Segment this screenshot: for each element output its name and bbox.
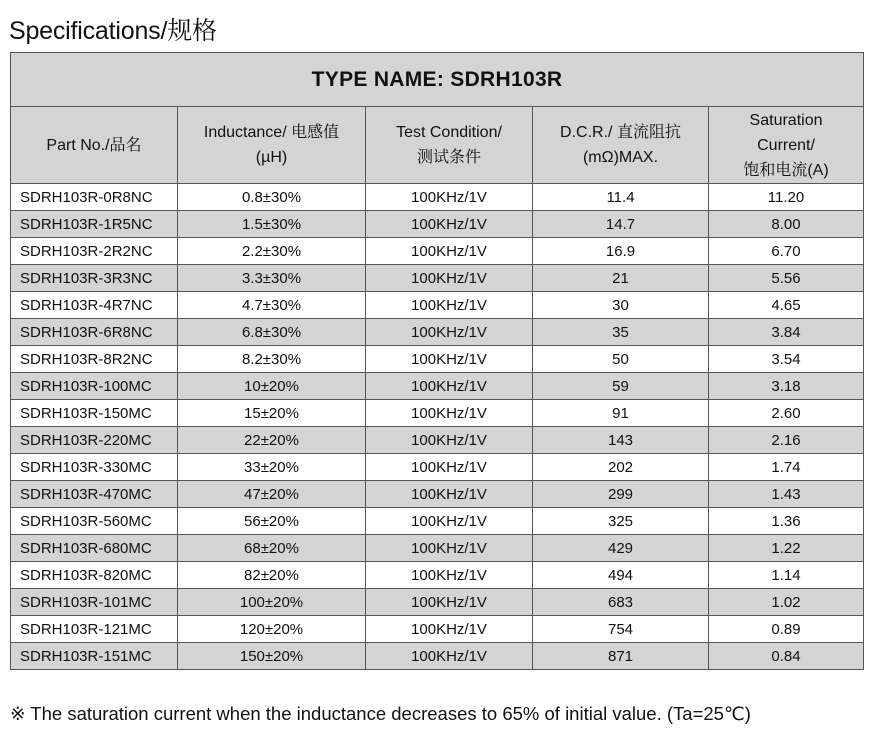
header-line: (mΩ)MAX. [582, 149, 659, 166]
table-row [11, 238, 864, 265]
cell-test-condition: 100KHz/1V [366, 265, 533, 292]
table-row [11, 454, 864, 481]
cell-part-no: SDRH103R-150MC [11, 400, 178, 427]
cell-saturation-current: 3.18 [709, 373, 864, 400]
cell-saturation-current: 6.70 [709, 238, 864, 265]
cell-part-no: SDRH103R-6R8NC [11, 319, 178, 346]
cell-dcr: 494 [533, 562, 709, 589]
type-name-cell: TYPE NAME: SDRH103R [11, 53, 864, 107]
cell-test-condition: 100KHz/1V [366, 454, 533, 481]
cell-inductance: 6.8±30% [178, 319, 366, 346]
cell-saturation-current: 2.60 [709, 400, 864, 427]
cell-test-condition: 100KHz/1V [366, 238, 533, 265]
table-row [11, 562, 864, 589]
cell-saturation-current: 0.89 [709, 616, 864, 643]
cell-part-no: SDRH103R-0R8NC [11, 184, 178, 211]
cell-test-condition: 100KHz/1V [366, 562, 533, 589]
cell-test-condition: 100KHz/1V [366, 481, 533, 508]
table-row [11, 319, 864, 346]
cell-dcr: 91 [533, 400, 709, 427]
footnote: ※ The saturation current when the inductance decreases to 65% of initial value. (Ta=25℃) [10, 703, 751, 724]
header-line: Saturation [749, 111, 823, 129]
cell-saturation-current: 3.54 [709, 346, 864, 373]
header-part-no [11, 107, 178, 184]
cell-part-no: SDRH103R-4R7NC [11, 292, 178, 319]
cell-part-no: SDRH103R-820MC [11, 562, 178, 589]
cell-dcr: 11.4 [533, 184, 709, 211]
cell-inductance: 8.2±30% [178, 346, 366, 373]
header-line: D.C.R./ 直流阻抗 [560, 124, 681, 141]
table-row [11, 589, 864, 616]
cell-inductance: 3.3±30% [178, 265, 366, 292]
cell-part-no: SDRH103R-1R5NC [11, 211, 178, 238]
cell-dcr: 871 [533, 643, 709, 670]
cell-test-condition: 100KHz/1V [366, 427, 533, 454]
cell-test-condition: 100KHz/1V [366, 211, 533, 238]
cell-inductance: 2.2±30% [178, 238, 366, 265]
cell-dcr: 50 [533, 346, 709, 373]
spec-table [10, 52, 864, 670]
cell-inductance: 120±20% [178, 616, 366, 643]
header-line: (µH) [255, 149, 288, 166]
cell-test-condition: 100KHz/1V [366, 319, 533, 346]
header-test-condition [366, 107, 533, 184]
cell-test-condition: 100KHz/1V [366, 643, 533, 670]
cell-inductance: 4.7±30% [178, 292, 366, 319]
cell-test-condition: 100KHz/1V [366, 589, 533, 616]
cell-saturation-current: 3.84 [709, 319, 864, 346]
cell-inductance: 56±20% [178, 508, 366, 535]
cell-dcr: 429 [533, 535, 709, 562]
cell-saturation-current: 5.56 [709, 265, 864, 292]
cell-saturation-current: 11.20 [709, 184, 864, 211]
cell-part-no: SDRH103R-101MC [11, 589, 178, 616]
cell-inductance: 22±20% [178, 427, 366, 454]
cell-part-no: SDRH103R-121MC [11, 616, 178, 643]
cell-dcr: 299 [533, 481, 709, 508]
cell-dcr: 16.9 [533, 238, 709, 265]
cell-saturation-current: 1.02 [709, 589, 864, 616]
table-row [11, 265, 864, 292]
header-line: Part No./品名 [46, 136, 142, 154]
table-row [11, 427, 864, 454]
cell-inductance: 100±20% [178, 589, 366, 616]
type-name-row [11, 53, 864, 107]
cell-saturation-current: 1.22 [709, 535, 864, 562]
cell-saturation-current: 1.43 [709, 481, 864, 508]
table-row [11, 184, 864, 211]
cell-dcr: 202 [533, 454, 709, 481]
cell-inductance: 1.5±30% [178, 211, 366, 238]
cell-inductance: 10±20% [178, 373, 366, 400]
page-title: Specifications/规格 [9, 17, 217, 45]
cell-dcr: 683 [533, 589, 709, 616]
cell-saturation-current: 8.00 [709, 211, 864, 238]
cell-dcr: 59 [533, 373, 709, 400]
table-row [11, 616, 864, 643]
cell-test-condition: 100KHz/1V [366, 346, 533, 373]
table-row [11, 211, 864, 238]
cell-test-condition: 100KHz/1V [366, 184, 533, 211]
cell-test-condition: 100KHz/1V [366, 508, 533, 535]
cell-test-condition: 100KHz/1V [366, 373, 533, 400]
cell-dcr: 21 [533, 265, 709, 292]
cell-part-no: SDRH103R-3R3NC [11, 265, 178, 292]
cell-test-condition: 100KHz/1V [366, 292, 533, 319]
cell-dcr: 754 [533, 616, 709, 643]
cell-inductance: 150±20% [178, 643, 366, 670]
header-inductance [178, 107, 366, 184]
cell-saturation-current: 1.74 [709, 454, 864, 481]
table-row [11, 481, 864, 508]
cell-test-condition: 100KHz/1V [366, 535, 533, 562]
cell-inductance: 82±20% [178, 562, 366, 589]
cell-dcr: 14.7 [533, 211, 709, 238]
table-row [11, 508, 864, 535]
cell-part-no: SDRH103R-151MC [11, 643, 178, 670]
column-header-row [11, 107, 864, 184]
cell-part-no: SDRH103R-470MC [11, 481, 178, 508]
cell-inductance: 33±20% [178, 454, 366, 481]
cell-saturation-current: 4.65 [709, 292, 864, 319]
cell-part-no: SDRH103R-8R2NC [11, 346, 178, 373]
table-body [11, 184, 864, 670]
cell-saturation-current: 1.36 [709, 508, 864, 535]
cell-part-no: SDRH103R-680MC [11, 535, 178, 562]
header-line: 测试条件 [416, 149, 481, 166]
header-line: Current/ [757, 136, 815, 154]
table-row [11, 535, 864, 562]
header-saturation-current [709, 107, 864, 184]
cell-saturation-current: 2.16 [709, 427, 864, 454]
cell-test-condition: 100KHz/1V [366, 400, 533, 427]
cell-part-no: SDRH103R-330MC [11, 454, 178, 481]
cell-part-no: SDRH103R-100MC [11, 373, 178, 400]
cell-inductance: 47±20% [178, 481, 366, 508]
cell-part-no: SDRH103R-560MC [11, 508, 178, 535]
cell-dcr: 143 [533, 427, 709, 454]
cell-inductance: 0.8±30% [178, 184, 366, 211]
table-row [11, 643, 864, 670]
cell-inductance: 15±20% [178, 400, 366, 427]
table-row [11, 346, 864, 373]
cell-part-no: SDRH103R-2R2NC [11, 238, 178, 265]
cell-saturation-current: 1.14 [709, 562, 864, 589]
cell-dcr: 35 [533, 319, 709, 346]
cell-inductance: 68±20% [178, 535, 366, 562]
cell-dcr: 30 [533, 292, 709, 319]
cell-dcr: 325 [533, 508, 709, 535]
header-line: 饱和电流(A) [743, 161, 829, 179]
header-line: Inductance/ 电感值 [203, 124, 340, 141]
cell-test-condition: 100KHz/1V [366, 616, 533, 643]
table-row [11, 292, 864, 319]
header-dcr [533, 107, 709, 184]
header-line: Test Condition/ [396, 124, 502, 141]
cell-saturation-current: 0.84 [709, 643, 864, 670]
table-row [11, 400, 864, 427]
table-row [11, 373, 864, 400]
cell-part-no: SDRH103R-220MC [11, 427, 178, 454]
